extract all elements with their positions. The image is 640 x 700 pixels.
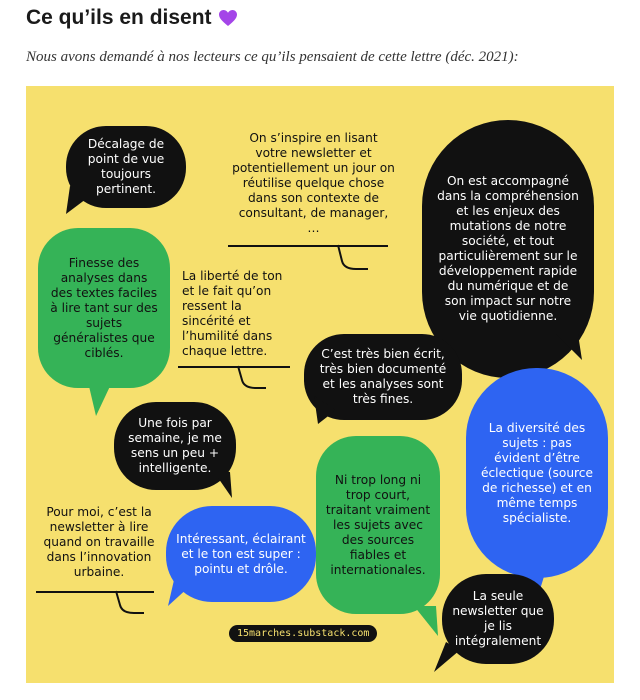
quote-hook-2 xyxy=(336,245,376,275)
section-title xyxy=(26,6,238,30)
quote-tail-9 xyxy=(414,606,444,640)
quote-text-1: Décalage de point de vue toujours pertinent. xyxy=(87,137,165,196)
quote-bubble-4 xyxy=(38,228,170,388)
section-title-text: Ce qu’ils en disent xyxy=(26,6,212,29)
quote-text-6: C’est très bien écrit, très bien documenté et les analyses sont très fines. xyxy=(319,347,447,406)
substack-url-badge: 15marches.substack.com xyxy=(229,625,377,642)
quote-bubble-2 xyxy=(226,124,401,242)
quote-text-3: On est accompagné dans la compréhension et les enjeux des mutations de notre société, et tout particulièrement sur le développement rapide du numérique et de son impact sur notre vie quotidienne. xyxy=(437,174,579,323)
quote-bubble-9 xyxy=(316,436,440,614)
quote-tail-1 xyxy=(66,186,96,216)
quote-text-8: Une fois par semaine, je me sens un peu + intelligente. xyxy=(128,416,222,475)
quote-hook-5 xyxy=(236,366,276,396)
quote-text-9: Ni trop long ni trop court, traitant vraiment les sujets avec des sources fiables et internationales. xyxy=(325,472,431,577)
testimonials-poster xyxy=(26,86,614,683)
quote-tail-4 xyxy=(86,382,116,418)
quote-tail-3 xyxy=(556,334,586,364)
quote-bubble-10 xyxy=(34,494,164,590)
quote-tail-12 xyxy=(434,642,464,676)
quote-text-7: La diversité des sujets : pas évident d’être éclectique (source de richesse) et en même temps spécialiste. xyxy=(480,420,593,525)
quote-hook-10 xyxy=(114,591,154,621)
quote-tail-6 xyxy=(314,396,344,426)
quote-text-2: On s’inspire en lisant votre newsletter et potentiellement un jour on réutilise quelque chose dans son contexte de consultant, de manager, … xyxy=(232,130,395,235)
quote-tail-8 xyxy=(214,472,244,502)
intro-text: Nous avons demandé à nos lecteurs ce qu’ils pensaient de cette lettre (déc. 2021): xyxy=(26,49,519,65)
quote-text-11: Intéressant, éclairant et le ton est super : pointu et drôle. xyxy=(176,531,306,576)
quote-text-4: Finesse des analyses dans des textes faciles à lire tant sur des sujets généralistes que ciblés. xyxy=(50,255,158,360)
purple-heart-icon xyxy=(218,9,238,27)
quote-text-10: Pour moi, c’est la newsletter à lire quand on travaille dans l’innovation urbaine. xyxy=(43,504,155,579)
quote-text-12: La seule newsletter que je lis intégralement xyxy=(452,589,544,648)
quote-text-5: La liberté de ton et le fait qu’on ressent la sincérité et l’humilité dans chaque lettre. xyxy=(182,269,283,358)
quote-tail-11 xyxy=(168,580,198,610)
quote-bubble-5 xyxy=(178,266,300,362)
quote-bubble-7 xyxy=(466,368,608,578)
